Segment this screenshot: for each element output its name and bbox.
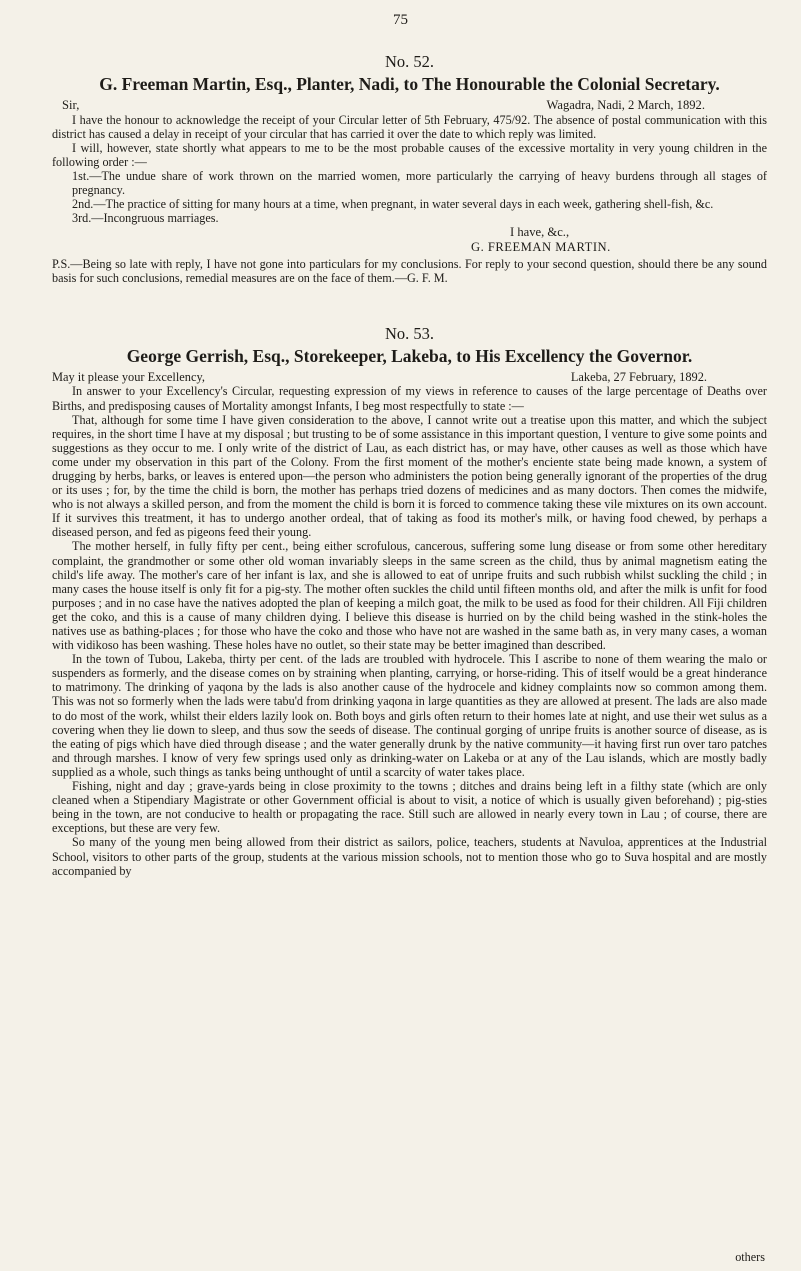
- salutation: Sir,: [62, 98, 80, 112]
- paragraph: I have the honour to acknowledge the receipt of your Circular letter of 5th February, 475/92. The absence of postal communication with this district has caused a delay in receipt of your circular that has carried it over the date to which reply was limited.: [52, 112, 767, 141]
- letter-number: No. 52.: [384, 52, 435, 71]
- list-item: 3rd.—Incongruous marriages.: [72, 211, 219, 226]
- paragraph: Fishing, night and day ; grave-yards being in close proximity to the towns ; ditches and drains being left in a filthy state (which are only cleaned when a Stipendiary Magistrate or other Government official is about to visit, a notice of which is usually given beforehand) ; pig-sties being in the town, are not conducive to health or propagating the race. Still such are allowed in nearly every town in Lau ; of course, there are exceptions, but these are very few.: [52, 779, 767, 836]
- paragraph: In the town of Tubou, Lakeba, thirty per cent. of the lads are troubled with hydrocele. This I ascribe to none of them wearing the malo or suspenders as formerly, and the disease comes on by straining when planting, carrying, or horse-riding. This of itself would be a great hinderance to matrimony. The drinking of yaqona by the lads is also another cause of the hydrocele and kidney complaints now so common among them. This was not so formerly when the lads were tabu'd from drinking yaqona in large quantities as they are allowed at present. The lads are also made to do most of the work, whilst their elders lazily look on. Both boys and girls often return to their homes late at night, and use their wet sulus as a covering when they lie down to sleep, and thus sow the seeds of disease. The continual gorging of unripe fruits is another source of disease, as is the eating of pigs which have died through disease ; and the water generally drunk by the native community—it having first run over taro patches and through marshes. I know of very few springs used only as drinking-water on Lakeba or at any of the Lau islands, which are mostly badly supplied as a whole, such things as tanks being unthought of until a scarcity of water takes place.: [52, 652, 767, 779]
- closing: I have, &c.,: [510, 225, 570, 240]
- postscript: P.S.—Being so late with reply, I have not gone into particulars for my conclusions. For reply to your second question, should there be any sound basis for such conclusions, remedial measures are on the face of them.—G. F. M.: [52, 257, 767, 286]
- list-item: 1st.—The undue share of work thrown on the married women, more particularly the carrying of heavy burdens through all stages of pregnancy.: [72, 168, 767, 198]
- salutation: May it please your Excellency,: [52, 370, 205, 384]
- letter-title: G. Freeman Martin, Esq., Planter, Nadi, to The Honourable the Colonial Secretary.: [99, 74, 720, 94]
- place-date: Lakeba, 27 February, 1892.: [570, 370, 707, 384]
- list-item: 2nd.—The practice of sitting for many hours at a time, when pregnant, in water several days in each week, gathering shell-fish, &c.: [72, 197, 714, 212]
- catchword: others: [735, 1250, 765, 1264]
- paragraph: So many of the young men being allowed from their district as sailors, police, teachers, students at Navuloa, apprentices at the Industrial School, visitors to other parts of the group, students at the various mission schools, not to mention those who go to Suva hospital and are mostly accompanied by: [52, 835, 767, 878]
- letter-number: No. 53.: [384, 324, 435, 343]
- letter-no-53: [52, 324, 767, 878]
- letter-title: George Gerrish, Esq., Storekeeper, Lakeba, to His Excellency the Governor.: [126, 346, 693, 366]
- page-number: 75: [393, 12, 408, 28]
- salutation-line: [52, 370, 767, 384]
- letter-no-52: [52, 52, 767, 285]
- paragraph: I will, however, state shortly what appears to me to be the most probable causes of the excessive mortality in very young children in the following order :—: [52, 140, 767, 169]
- place-date: Wagadra, Nadi, 2 March, 1892.: [546, 98, 705, 112]
- paragraph: That, although for some time I have given consideration to the above, I cannot write out a treatise upon this matter, and which the subject requires, in the short time I have at my disposal ; but trusting to be of some assistance in this important question, I venture to give some points and suggestions as they occur to me. I only write of the district of Lau, as each district has, or may have, other causes as well as those which have come under my observation in this part of the Colony. From the first moment of the mother's enciente state being made known, a system of drugging by herbs, barks, or leaves is entered upon—the person who administers the potion being generally ignorant of the properties of the drug or its uses ; for, by the time the child is born, the mother has perhaps tried dozens of medicines and as many doctors. Then comes the midwife, who is not always a skilled person, and from the moment the child is born it is forced to commence taking these vile mixtures on its own account. If it survives this treatment, it has to undergo another ordeal, that of taking as food its mother's milk, or having food chewed, by perhaps a diseased person, and fed as pigeons feed their young.: [52, 412, 767, 540]
- signature: G. FREEMAN MARTIN.: [471, 239, 611, 254]
- paragraph: In answer to your Excellency's Circular, requesting expression of my views in reference to causes of the large percentage of Deaths over Births, and predisposing causes of Mortality amongst Infants, I beg most respectfully to state :—: [52, 384, 767, 413]
- paragraph: The mother herself, in fully fifty per cent., being either scrofulous, cancerous, suffering some lung disease or from some other hereditary complaint, the grandmother or some other old woman invariably sleeps in the same screen as the child, thus by animal magnetism eating the child's life away. The mother's care of her infant is lax, and she is allowed to eat of unripe fruits and such rubbish whilst suckling the child ; in many cases the house itself is only fit for a pig-sty. The mother often suckles the child until fifteen months old, and after the milk is unfit for food purposes ; and in no case have the natives adopted the plan of keeping a milch goat, the milk to be used as food for their children. All Fiji children get the coko, and this is a cause of many children dying. I believe this disease is hurried on by the child being washed in the stink-holes the natives use as bathing-places ; for those who have the coko and those who have not are washed in the same bath as, in very many cases, a woman with vidikoso has been washing. These holes have no outlet, so their state may be better imagined than described.: [52, 539, 767, 653]
- salutation-line: [52, 98, 767, 113]
